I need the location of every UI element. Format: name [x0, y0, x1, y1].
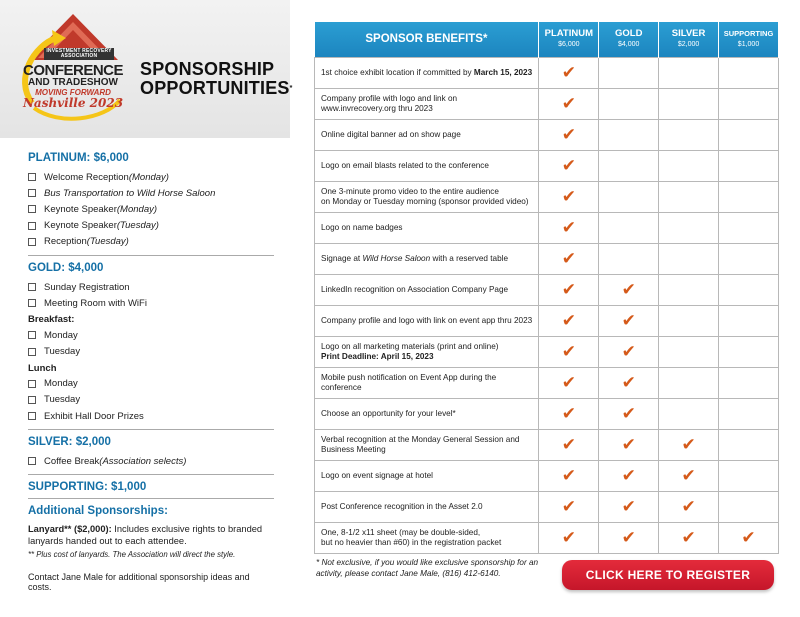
cell-gold — [599, 119, 659, 150]
benefit-cell: One, 8-1/2 x11 sheet (may be double-sided, but no heavier than #60) in the registration packet — [315, 522, 539, 553]
cell-supporting — [719, 398, 779, 429]
col-silver: SILVER $2,000 — [659, 22, 719, 57]
title-line2: OPPORTUNITIES* — [140, 78, 293, 98]
table-row — [315, 429, 779, 460]
benefit-cell: Verbal recognition at the Monday General Session and Business Meeting — [315, 429, 539, 460]
benefit-cell: LinkedIn recognition on Association Company Page — [315, 274, 539, 305]
col-supporting: SUPPORTING $1,000 — [719, 22, 779, 57]
table-row — [315, 181, 779, 212]
lunch-item[interactable]: Exhibit Hall Door Prizes — [28, 408, 274, 424]
additional-heading: Additional Sponsorships: — [28, 505, 168, 518]
checkmark-icon: ✔ — [741, 528, 756, 547]
cell-silver — [659, 491, 719, 522]
lanyard-note: ** Plus cost of lanyards. The Association will direct the style. — [28, 550, 236, 560]
cell-silver — [659, 398, 719, 429]
checkmark-icon: ✔ — [561, 125, 576, 144]
page-title — [140, 60, 293, 98]
cell-silver — [659, 305, 719, 336]
checkmark-icon: ✔ — [621, 280, 636, 299]
table-row — [315, 336, 779, 367]
checkmark-icon: ✔ — [561, 156, 576, 175]
cell-platinum — [539, 243, 599, 274]
checkmark-icon: ✔ — [621, 528, 636, 547]
cell-gold — [599, 57, 659, 88]
cell-gold — [599, 398, 659, 429]
table-row — [315, 491, 779, 522]
cell-platinum — [539, 398, 599, 429]
cell-gold — [599, 212, 659, 243]
table-row — [315, 212, 779, 243]
checkbox[interactable] — [28, 189, 36, 197]
checkmark-icon: ✔ — [621, 404, 636, 423]
col-sponsor-benefits: SPONSOR BENEFITS* — [315, 22, 539, 57]
cell-silver — [659, 336, 719, 367]
checkmark-icon: ✔ — [681, 466, 696, 485]
checkbox[interactable] — [28, 283, 36, 291]
cell-supporting — [719, 367, 779, 398]
cell-gold — [599, 305, 659, 336]
cell-supporting — [719, 522, 779, 553]
cell-supporting — [719, 181, 779, 212]
benefit-cell: Post Conference recognition in the Asset 2.0 — [315, 491, 539, 522]
cell-platinum — [539, 336, 599, 367]
checkmark-icon: ✔ — [561, 187, 576, 206]
cell-platinum — [539, 212, 599, 243]
cell-silver — [659, 212, 719, 243]
cell-platinum — [539, 88, 599, 119]
cell-supporting — [719, 119, 779, 150]
cell-supporting — [719, 57, 779, 88]
logo-moving-text: MOVING FORWARD — [35, 88, 111, 97]
lunch-item[interactable]: Monday — [28, 376, 274, 392]
benefit-cell: Logo on event signage at hotel — [315, 460, 539, 491]
checkbox[interactable] — [28, 457, 36, 465]
checkmark-icon: ✔ — [681, 497, 696, 516]
checkmark-icon: ✔ — [561, 342, 576, 361]
benefit-cell: Online digital banner ad on show page — [315, 119, 539, 150]
table-row — [315, 274, 779, 305]
cell-silver — [659, 243, 719, 274]
table-row — [315, 150, 779, 181]
checkbox[interactable] — [28, 222, 36, 230]
checkmark-icon: ✔ — [561, 404, 576, 423]
cell-supporting — [719, 88, 779, 119]
cell-silver — [659, 367, 719, 398]
cell-platinum — [539, 305, 599, 336]
cell-silver — [659, 57, 719, 88]
lanyard-description: Lanyard** ($2,000): Includes exclusive rights to branded lanyards handed out to each attendee. — [28, 524, 263, 547]
cell-gold — [599, 181, 659, 212]
checkmark-icon: ✔ — [621, 466, 636, 485]
breakfast-item[interactable]: Tuesday — [28, 344, 274, 360]
cell-silver — [659, 522, 719, 553]
checkbox[interactable] — [28, 396, 36, 404]
gold-item[interactable]: Sunday Registration — [28, 279, 274, 295]
divider — [28, 255, 274, 256]
cell-gold — [599, 491, 659, 522]
cell-gold — [599, 274, 659, 305]
benefit-cell: Logo on name badges — [315, 212, 539, 243]
cell-platinum — [539, 522, 599, 553]
checkmark-icon: ✔ — [561, 373, 576, 392]
cell-supporting — [719, 429, 779, 460]
contact-text: Contact Jane Male for additional sponsorship ideas and costs. — [28, 572, 250, 593]
benefit-cell: One 3-minute promo video to the entire audience on Monday or Tuesday morning (sponsor provided video) — [315, 181, 539, 212]
platinum-item[interactable]: Welcome Reception (Monday) — [28, 169, 274, 185]
benefit-cell: Signage at Wild Horse Saloon with a reserved table — [315, 243, 539, 274]
logo-conference-text: CONFERENCE — [22, 62, 123, 79]
col-gold: GOLD $4,000 — [599, 22, 659, 57]
cell-silver — [659, 88, 719, 119]
cell-supporting — [719, 274, 779, 305]
table-row — [315, 57, 779, 88]
cell-silver — [659, 119, 719, 150]
cell-silver — [659, 429, 719, 460]
cell-supporting — [719, 336, 779, 367]
lunch-item[interactable]: Tuesday — [28, 392, 274, 408]
checkmark-icon: ✔ — [621, 342, 636, 361]
checkmark-icon: ✔ — [621, 497, 636, 516]
cell-supporting — [719, 150, 779, 181]
cell-platinum — [539, 367, 599, 398]
checkmark-icon: ✔ — [561, 466, 576, 485]
cell-platinum — [539, 491, 599, 522]
checkmark-icon: ✔ — [561, 435, 576, 454]
checkmark-icon: ✔ — [621, 311, 636, 330]
table-row — [315, 119, 779, 150]
silver-heading: SILVER: $2,000 — [28, 436, 111, 449]
benefit-cell: Logo on all marketing materials (print and online) Print Deadline: April 15, 2023 — [315, 336, 539, 367]
benefit-cell: Choose an opportunity for your level* — [315, 398, 539, 429]
divider — [28, 474, 274, 475]
cell-platinum — [539, 274, 599, 305]
cell-gold — [599, 150, 659, 181]
logo-tradeshow-text: AND TRADESHOW — [28, 77, 118, 88]
table-row — [315, 398, 779, 429]
breakfast-item[interactable]: Monday — [28, 327, 274, 343]
cell-gold — [599, 243, 659, 274]
benefit-cell: Company profile and logo with link on event app thru 2023 — [315, 305, 539, 336]
platinum-heading: PLATINUM: $6,000 — [28, 152, 129, 164]
platinum-item[interactable]: Bus Transportation to Wild Horse Saloon — [28, 185, 274, 201]
cell-supporting — [719, 460, 779, 491]
cell-platinum — [539, 57, 599, 88]
checkbox[interactable] — [28, 348, 36, 356]
conference-logo — [14, 8, 132, 130]
checkbox[interactable] — [28, 412, 36, 420]
lunch-label: Lunch — [28, 362, 57, 374]
platinum-item[interactable]: Reception (Tuesday) — [28, 234, 274, 250]
checkmark-icon: ✔ — [561, 63, 576, 82]
footnote: * Not exclusive, if you would like exclusive sponsorship for an activity, please contact Jane Male, (816) 412-6140. — [316, 558, 539, 578]
title-line1: SPONSORSHIP — [140, 59, 275, 79]
silver-item-coffee-break[interactable]: Coffee Break (Association selects) — [28, 453, 274, 469]
cell-gold — [599, 429, 659, 460]
checkmark-icon: ✔ — [681, 528, 696, 547]
table-header-row — [315, 22, 779, 57]
checkmark-icon: ✔ — [621, 373, 636, 392]
benefits-table — [314, 22, 779, 554]
logo-org-text: INVESTMENT RECOVERY ASSOCIATION — [44, 48, 114, 60]
checkbox[interactable] — [28, 205, 36, 213]
checkmark-icon: ✔ — [561, 249, 576, 268]
gold-item[interactable]: Meeting Room with WiFi — [28, 295, 274, 311]
benefit-cell: Company profile with logo and link on www.invrecovery.org thru 2023 — [315, 88, 539, 119]
benefit-cell: Logo on email blasts related to the conference — [315, 150, 539, 181]
checkmark-icon: ✔ — [561, 497, 576, 516]
sponsorship-list — [28, 152, 274, 592]
supporting-heading: SUPPORTING: $1,000 — [28, 481, 147, 494]
checkmark-icon: ✔ — [561, 280, 576, 299]
breakfast-label: Breakfast: — [28, 314, 75, 326]
checkbox[interactable] — [28, 238, 36, 246]
benefit-cell: Mobile push notification on Event App during the conference — [315, 367, 539, 398]
cell-supporting — [719, 305, 779, 336]
title-mark: * — [289, 85, 293, 92]
gold-heading: GOLD: $4,000 — [28, 261, 104, 274]
cell-silver — [659, 150, 719, 181]
platinum-item[interactable]: Keynote Speaker (Monday) — [28, 201, 274, 217]
table-row — [315, 305, 779, 336]
cell-platinum — [539, 150, 599, 181]
divider — [28, 429, 274, 430]
cell-platinum — [539, 119, 599, 150]
checkbox[interactable] — [28, 299, 36, 307]
cell-gold — [599, 367, 659, 398]
checkmark-icon: ✔ — [561, 311, 576, 330]
table-row — [315, 460, 779, 491]
checkmark-icon: ✔ — [621, 435, 636, 454]
divider — [28, 498, 274, 499]
col-platinum: PLATINUM $6,000 — [539, 22, 599, 57]
cell-silver — [659, 181, 719, 212]
table-row — [315, 88, 779, 119]
cell-supporting — [719, 243, 779, 274]
checkbox[interactable] — [28, 173, 36, 181]
cell-silver — [659, 460, 719, 491]
cell-supporting — [719, 212, 779, 243]
table-row — [315, 522, 779, 553]
benefit-cell: 1st choice exhibit location if committed by March 15, 2023 — [315, 57, 539, 88]
logo-nashville-text: Nashville 2023 — [22, 96, 124, 110]
checkmark-icon: ✔ — [561, 218, 576, 237]
cell-platinum — [539, 460, 599, 491]
cell-gold — [599, 336, 659, 367]
checkmark-icon: ✔ — [561, 528, 576, 547]
header-banner — [0, 0, 293, 138]
register-button[interactable]: CLICK HERE TO REGISTER — [562, 560, 774, 590]
cell-platinum — [539, 181, 599, 212]
cell-gold — [599, 522, 659, 553]
cell-silver — [659, 274, 719, 305]
cell-supporting — [719, 491, 779, 522]
cell-gold — [599, 88, 659, 119]
checkmark-icon: ✔ — [561, 94, 576, 113]
cell-platinum — [539, 429, 599, 460]
checkbox[interactable] — [28, 380, 36, 388]
checkmark-icon: ✔ — [681, 435, 696, 454]
platinum-item[interactable]: Keynote Speaker (Tuesday) — [28, 218, 274, 234]
table-row — [315, 243, 779, 274]
table-row — [315, 367, 779, 398]
checkbox[interactable] — [28, 331, 36, 339]
cell-gold — [599, 460, 659, 491]
